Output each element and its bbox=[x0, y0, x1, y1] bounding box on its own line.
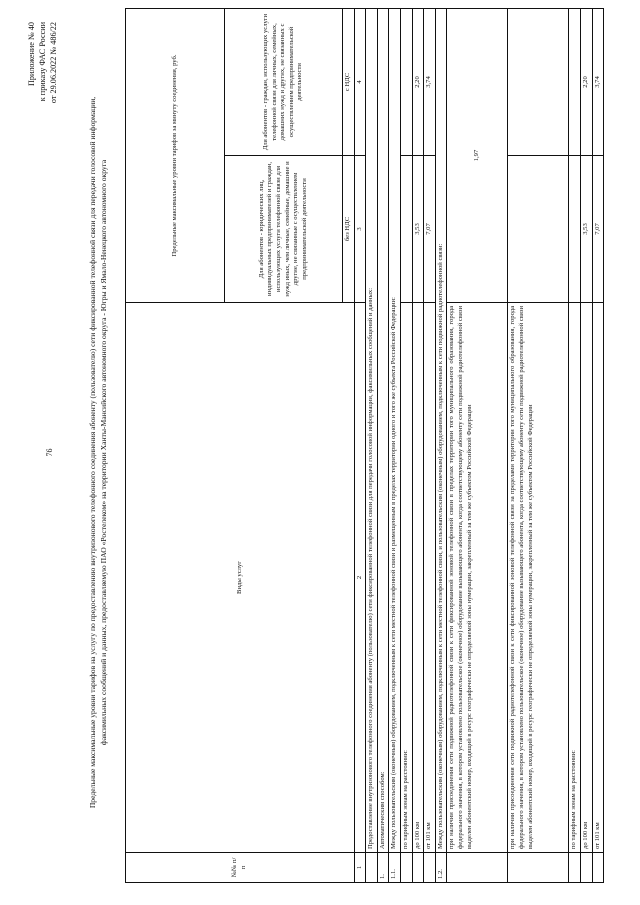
row-1-1-tariff-label: по тарифным зонам на расстоянии: bbox=[400, 303, 412, 853]
row-1-2-d1-citizens: 2,20 bbox=[580, 9, 592, 156]
colnum-3: 3 bbox=[354, 156, 366, 303]
header-citizens: Для абонентов - граждан, использующих услуги телефонной связи для личных, семейных, домашних нужд и других, не связанных с осуществлением предпринимательской деятельности bbox=[225, 9, 343, 156]
row-1-1-num: 1.1. bbox=[389, 853, 401, 883]
section-row bbox=[366, 9, 378, 883]
document-title bbox=[88, 90, 109, 815]
row-1-2-tariff-label: по тарифным зонам на расстоянии: bbox=[569, 303, 581, 853]
row-1-1-d1-citizens: 2,20 bbox=[412, 9, 424, 156]
column-numbers-row bbox=[354, 9, 366, 883]
title-line-2: факсимильных сообщений и данных, предоставляемую ПАО «Ростелеком» на территории Ханты-Мансийского автономного округа - Югры и Ямало-Ненецкого автономного округа bbox=[98, 159, 108, 746]
row-1-2-d1 bbox=[580, 9, 592, 883]
page-number: 76 bbox=[45, 448, 54, 457]
row-1-2-d2-legal: 7,07 bbox=[592, 156, 604, 303]
row-1-2-b-text: при наличии присоединения сети подвижной радиотелефонной связи к сети фиксированной зоновой телефонной связи за пределами территории того муниципального образования, города федерального значения, в котором установлено пользовательское (оконечное) оборудование вызывающего абонента, когда соответствующему абоненту сети подвижной радиотелефонной связи выделен абонентский номер, входящий в ресурс географически не определяемой зоны нумерации, закрепленный за тем же субъектом Российской Федерации bbox=[508, 303, 569, 853]
row-1-2-a bbox=[447, 9, 508, 883]
row-1-1-d1 bbox=[412, 9, 424, 883]
row-1-1-d1-legal: 3,53 bbox=[412, 156, 424, 303]
row-automatic bbox=[377, 9, 389, 883]
row-1-1-d2-citizens: 3,74 bbox=[424, 9, 436, 156]
row-1-2-d2-label: от 101 км bbox=[592, 303, 604, 853]
row-1-2-d2-citizens: 3,74 bbox=[592, 9, 604, 156]
header-no-vat: без НДС bbox=[343, 156, 355, 303]
row-1-2-b bbox=[508, 9, 569, 883]
row-1-1 bbox=[389, 9, 401, 883]
row-1-1-label: Между пользовательским (оконечным) оборудованием, подключенным к сети местной телефонной связи и размещенным в пределах территории одного и того же субъекта Российской Федерации: bbox=[389, 9, 401, 853]
header-service: Виды услуг bbox=[126, 303, 355, 853]
order-line: к приказу ФАС России bbox=[38, 22, 47, 102]
header-levels: Предельные максимальные уровни тарифов за минуту соединения, руб. bbox=[126, 9, 225, 303]
colnum-2: 2 bbox=[354, 303, 366, 853]
title-line-1: Предельные максимальные уровни тарифов на услугу по предоставлению внутризонового телефонного соединения абоненту (пользователю) сети фиксированной телефонной связи для передачи голосовой информации, bbox=[88, 96, 97, 809]
colnum-1: 1 bbox=[354, 853, 366, 883]
row-1-2-d1-legal: 3,53 bbox=[580, 156, 592, 303]
appendix-line: Приложение № 40 bbox=[27, 22, 36, 87]
header-num: №№ п/п bbox=[126, 853, 355, 883]
approval-block bbox=[26, 22, 59, 282]
header-legal-entities: Для абонентов - юридических лиц, индивидуальных предпринимателей и граждан, использующих услуги телефонной связи для нужд иных, чем личные, семейные, домашние и другие, не связанные с осуществлением предпринимательской деятельности bbox=[225, 156, 343, 303]
colnum-4: 4 bbox=[354, 9, 366, 156]
row-1-2-num: 1.2. bbox=[435, 853, 447, 883]
row-1-label: Автоматическим способом: bbox=[377, 9, 389, 853]
row-1-2-a-value: 1,97 bbox=[447, 9, 508, 303]
row-1-1-d2-label: от 101 км bbox=[424, 303, 436, 853]
row-1-1-d1-label: до 100 км bbox=[412, 303, 424, 853]
row-1-2-tariff bbox=[569, 9, 581, 883]
row-1-num: 1. bbox=[377, 853, 389, 883]
row-1-2-a-text: при наличии присоединения сети подвижной радиотелефонной связи к сети фиксированной зоновой телефонной связи в пределах территории того муниципального образования, города федерального значения, в котором установлено пользовательское (оконечное) оборудование вызывающего абонента, когда соответствующему абоненту сети подвижной радиотелефонной связи выделен абонентский номер, входящий в ресурс географически не определяемой зоны нумерации, закрепленный за тем же субъектом Российской Федерации bbox=[447, 303, 508, 853]
header-with-vat: с НДС bbox=[343, 9, 355, 156]
row-1-1-d2-legal: 7,07 bbox=[424, 156, 436, 303]
row-1-1-tariff bbox=[400, 9, 412, 883]
table-header-row bbox=[126, 9, 225, 883]
section-label: Предоставление внутризонового телефонного соединения абоненту (пользователю) сети фиксированной телефонной связи для передачи голосовой информации, факсимильных сообщений и данных: bbox=[366, 9, 378, 853]
row-1-2-d2 bbox=[592, 9, 604, 883]
row-1-2-d1-label: до 100 км bbox=[580, 303, 592, 853]
row-1-2 bbox=[435, 9, 447, 883]
row-1-1-d2 bbox=[424, 9, 436, 883]
order-date-line: от 29.06.2022 № 486/22 bbox=[49, 22, 58, 104]
tariff-table bbox=[125, 8, 604, 883]
row-1-2-label: Между пользовательским (оконечным) оборудованием, подключенным к сети местной телефонной связи, и пользовательским (оконечным) оборудованием, подключенным к сети подвижной радиотелефонной связи: bbox=[435, 9, 447, 853]
